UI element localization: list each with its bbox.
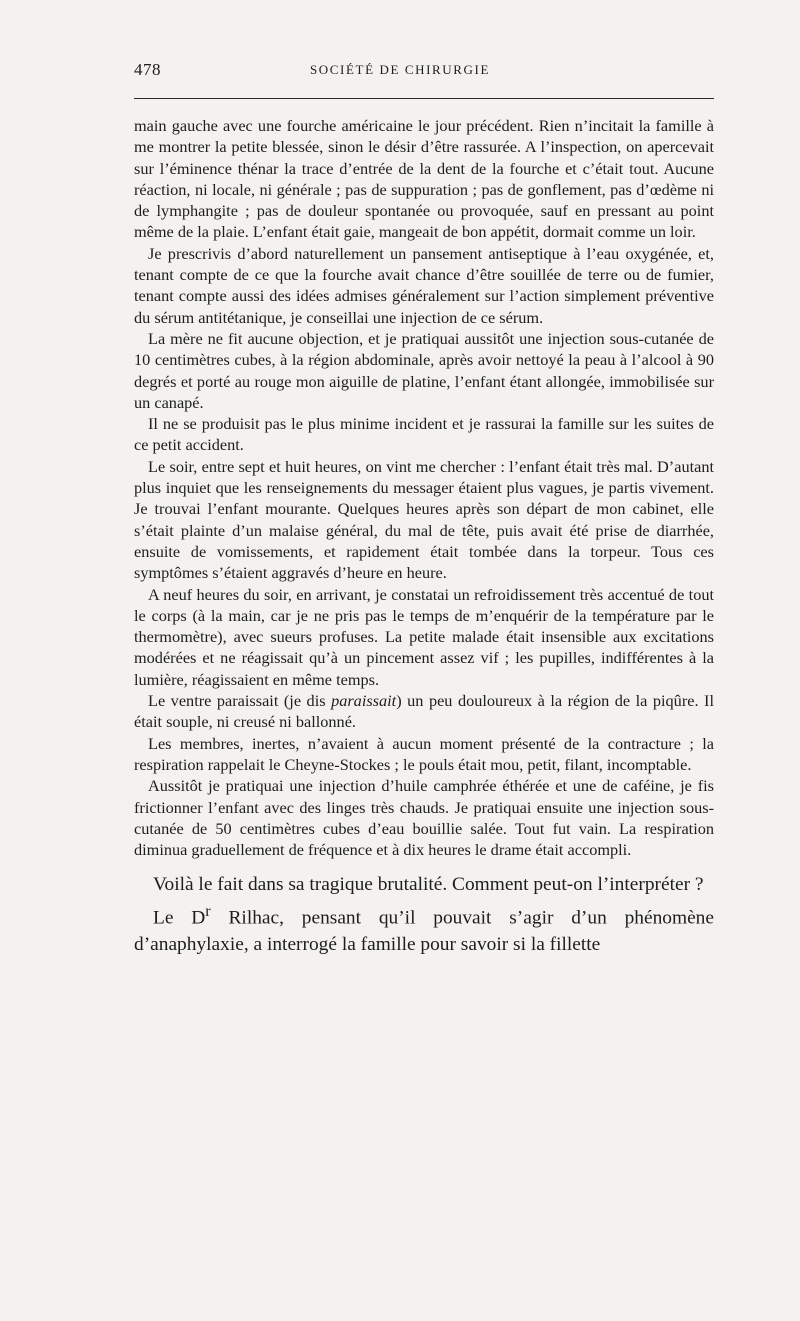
- paragraph-7: [134, 690, 714, 733]
- body-text: [134, 115, 714, 958]
- running-header: SOCIÉTÉ DE CHIRURGIE: [309, 62, 491, 77]
- paragraph-11-superscript: r: [205, 902, 211, 920]
- paragraph-11-start: Le D: [153, 907, 206, 929]
- paragraph-11-end: Rilhac, pensant qu’il pouvait s’agir d’un phénomène d’anaphylaxie, a interrogé la famille pour savoir si la fillette: [134, 907, 714, 955]
- paragraph-3: La mère ne fit aucune objection, et je pratiquai aussitôt une injection sous-cutanée de 10 centimètres cubes, à la région abdominale, après avoir nettoyé la peau à l’alcool à 90 degrés et porté au rouge mon aiguille de platine, l’enfant étant allongée, immobilisée sur un canapé.: [134, 328, 714, 412]
- paragraph-11: [134, 899, 714, 958]
- paragraph-2: Je prescrivis d’abord naturellement un pansement antiseptique à l’eau oxygénée, et, tenant compte de ce que la fourche avait chance d’être souillée de terre ou de fumier, tenant compte aussi des idées admises généralement sur l’action simplement préventive du sérum antitétanique, je conseillai une injection de ce sérum.: [134, 243, 714, 327]
- paragraph-8: Les membres, inertes, n’avaient à aucun moment présenté de la contracture ; la respiration rappelait le Cheyne-Stockes ; le pouls était mou, petit, filant, incomptable.: [134, 733, 714, 774]
- header-rule: [134, 98, 714, 99]
- paragraph-5: Le soir, entre sept et huit heures, on vint me chercher : l’enfant était très mal. D’autant plus inquiet que les renseignements du messager étaient plus vagues, je partis vivement. Je trouvai l’enfant mourante. Quelques heures après son départ de mon cabinet, elle s’était plainte d’un malaise général, du mal de tête, puis avait été prise de diarrhée, ensuite de vomissements, et rapidement était tombée dans la torpeur. Tous ces symptômes s’étaient aggravés d’heure en heure.: [134, 456, 714, 583]
- paragraph-4: Il ne se produisit pas le plus minime incident et je rassurai la famille sur les suites de ce petit accident.: [134, 414, 714, 455]
- page-number: 478: [134, 60, 161, 79]
- paragraph-9: Aussitôt je pratiquai une injection d’huile camphrée éthérée et une de caféine, je fis frictionner l’enfant avec des linges très chauds. Je pratiquai ensuite une injection sous-cutanée de 50 centimètres cubes d’eau bouillie salée. Tout fut vain. La respiration diminua graduellement de fréquence et à dix heures le drame était accompli.: [134, 776, 714, 860]
- paragraph-1: main gauche avec une fourche américaine le jour précédent. Rien n’incitait la famille à me montrer la petite blessée, sinon le désir d’être rassurée. A l’inspection, on apercevait sur l’éminence thénar la trace d’entrée de la dent de la fourche et c’était tout. Aucune réaction, ni locale, ni générale ; pas de suppuration ; pas de gonflement, pas d’œdème ni de lymphangite ; pas de douleur spontanée ou provoquée, sauf en pressant au point même de la plaie. L’enfant était gaie, mangeait de bon appétit, dormait comme un loir.: [134, 116, 714, 242]
- paragraph-7-start: Le ventre paraissait (je dis: [148, 691, 332, 711]
- paragraph-6: A neuf heures du soir, en arrivant, je constatai un refroidissement très accentué de tout le corps (à la main, car je ne pris pas le temps de m’enquérir de la température par le thermomètre), avec sueurs profuses. La petite malade était insensible aux excitations modérées et ne réagissait qu’à un pincement assez vif ; les pupilles, indifférentes à la lumière, réagissaient en même temps.: [134, 584, 714, 689]
- paragraph-7-end: ) un peu douloureux à la région de la piqûre. Il était souple, ni creusé ni ballonné.: [134, 691, 714, 732]
- paragraph-7-italic: paraissait: [331, 691, 397, 711]
- paragraph-10: Voilà le fait dans sa tragique brutalité. Comment peut-on l’interpréter ?: [153, 874, 704, 896]
